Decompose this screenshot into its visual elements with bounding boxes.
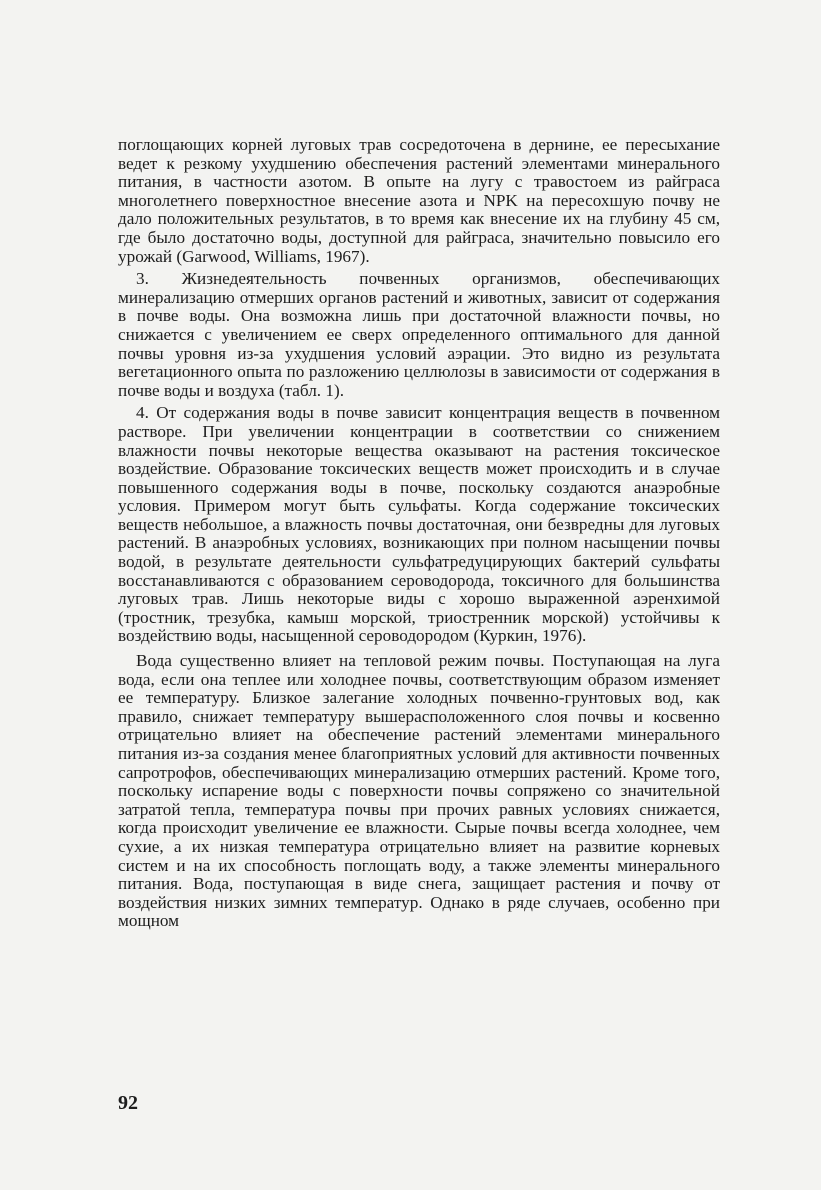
- paragraph-item-4: 4. От содержания воды в почве зависит концентрация веществ в почвенном растворе. При увеличении концентрации в соответствии со снижением влажности почвы некоторые вещества оказывают на растения токсическое воздействие. Образование токсических веществ может происходить и в случае повышенного содержания воды в почве, поскольку создаются анаэробные условия. Примером могут быть сульфаты. Когда содержание токсических веществ небольшое, а влажность почвы достаточная, они безвредны для луговых растений. В анаэробных условиях, возникающих при полном насыщении почвы водой, в результате деятельности сульфатредуцирующих бактерий сульфаты восстанавливаются с образованием сероводорода, токсичного для большинства луговых трав. Лишь некоторые виды с хорошо выраженной аэренхимой (тростник, трезубка, камыш морской, триостренник морской) устойчивы к воздействию воды, насыщенной сероводородом (Куркин, 1976).: [118, 403, 720, 646]
- paragraph-item-3: 3. Жизнедеятельность почвенных организмов, обеспечивающих минерализацию отмерших органов растений и животных, зависит от содержания в почве воды. Она возможна лишь при достаточной влажности почвы, но снижается с увеличением ее сверх определенного оптимального для данной почвы уровня из-за ухудшения условий аэрации. Это видно из результата вегетационного опыта по разложению целлюлозы в зависимости от содержания в почве воды и воздуха (табл. 1).: [118, 269, 720, 400]
- paragraph-continued: поглощающих корней луговых трав сосредоточена в дернине, ее пересыхание ведет к резкому ухудшению обеспечения растений элементами минерального питания, в частности азотом. В опыте на лугу с травостоем из райграса многолетнего поверхностное внесение азота и NPK на пересохшую почву не дало положительных результатов, в то время как внесение их на глубину 45 см, где было достаточно воды, доступной для райграса, значительно повысило его урожай (Garwood, Williams, 1967).: [118, 135, 720, 266]
- paragraph-water-heat: Вода существенно влияет на тепловой режим почвы. Поступающая на луга вода, если она теплее или холоднее почвы, соответствующим образом изменяет ее температуру. Близкое залегание холодных почвенно-грунтовых вод, как правило, снижает температуру вышерасположенного слоя почвы и косвенно отрицательно влияет на обеспечение растений элементами минерального питания из-за создания менее благоприятных условий для активности почвенных сапротрофов, обеспечивающих минерализацию отмерших растений. Кроме того, поскольку испарение воды с поверхности почвы сопряжено со значительной затратой тепла, температура почвы при прочих равных условиях снижается, когда происходит увеличение ее влажности. Сырые почвы всегда холоднее, чем сухие, а их низкая температура отрицательно влияет на развитие корневых систем и на их способность поглощать воду, а также элементы минерального питания. Вода, поступающая в виде снега, защищает растения и почву от воздействия низких зимних температур. Однако в ряде случаев, особенно при мощном: [118, 651, 720, 931]
- page-number: 92: [118, 1092, 138, 1114]
- page-body: [118, 136, 720, 935]
